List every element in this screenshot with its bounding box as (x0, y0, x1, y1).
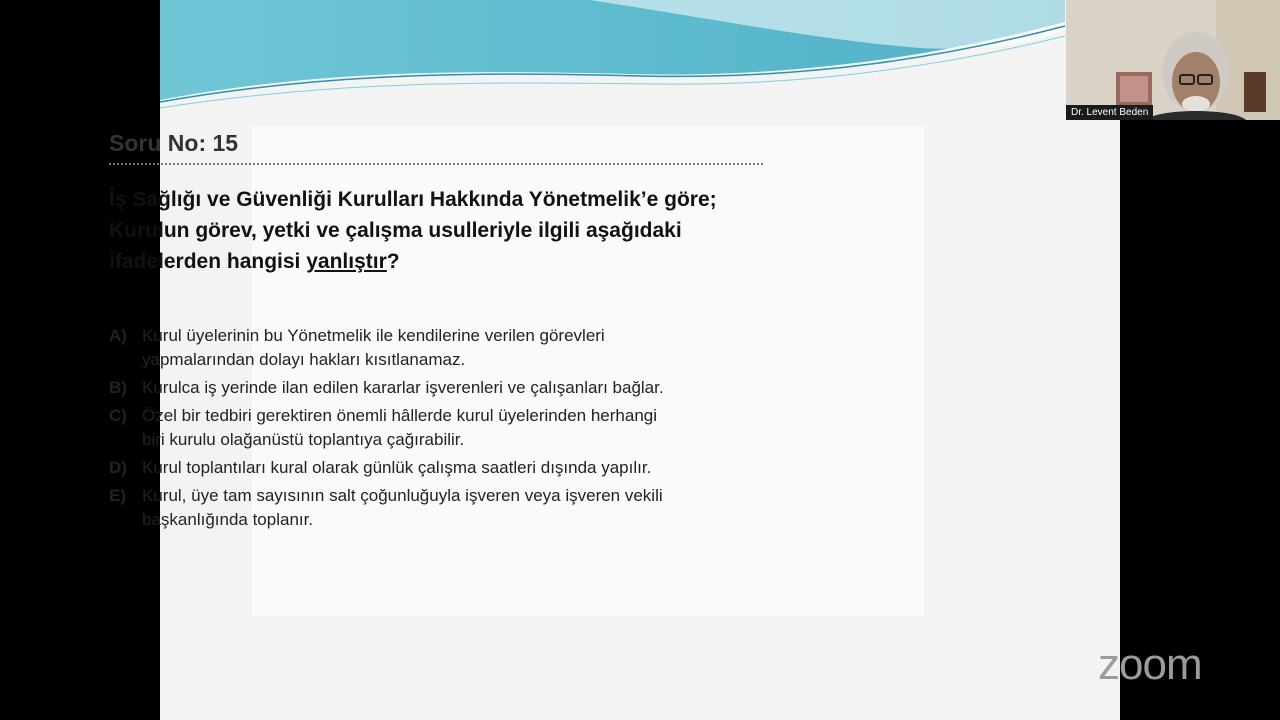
option-b (109, 376, 669, 400)
question-stem: İş Sağlığı ve Güvenliği Kurulları Hakkında Yönetmelik’e göre; Kurulun görev, yetki ve çalışma usulleriyle ilgili aşağıdaki ifadelerden hangisi (109, 188, 717, 273)
option-letter: B) (109, 378, 127, 397)
question-mark: ? (386, 250, 400, 273)
option-d (109, 456, 669, 480)
option-letter: D) (109, 458, 127, 477)
question-text (109, 184, 749, 277)
option-text: Kurul, üye tam sayısının salt çoğunluğuyla işveren veya işveren vekili başkanlığında toplanır. (142, 486, 663, 529)
participant-video-image (1066, 0, 1280, 120)
option-letter: A) (109, 326, 127, 345)
option-text: Kurul üyelerinin bu Yönetmelik ile kendilerine verilen görevleri yapmalarından dolayı hakları kısıtlanamaz. (142, 326, 605, 369)
zoom-logo: zoom (1098, 640, 1202, 689)
option-text: Kurul toplantıları kural olarak günlük çalışma saatleri dışında yapılır. (142, 458, 652, 477)
option-text: Özel bir tedbiri gerektiren önemli hâllerde kurul üyelerinden herhangi biri kurulu olağanüstü toplantıya çağırabilir. (142, 406, 658, 449)
participant-name-label: Dr. Levent Beden (1066, 105, 1153, 120)
question-emphasis: yanlıştır (306, 250, 387, 273)
option-letter: E) (109, 486, 126, 505)
slide-header-wave (160, 0, 1120, 120)
option-e (109, 484, 669, 532)
option-text: Kurulca iş yerinde ilan edilen kararlar işverenleri ve çalışanları bağlar. (142, 378, 664, 397)
option-letter: C) (109, 406, 127, 425)
option-c (109, 404, 669, 452)
participant-video-tile[interactable] (1066, 0, 1280, 120)
question-number: Soru No: 15 (109, 130, 763, 165)
option-a (109, 324, 669, 372)
answer-options (109, 324, 669, 536)
